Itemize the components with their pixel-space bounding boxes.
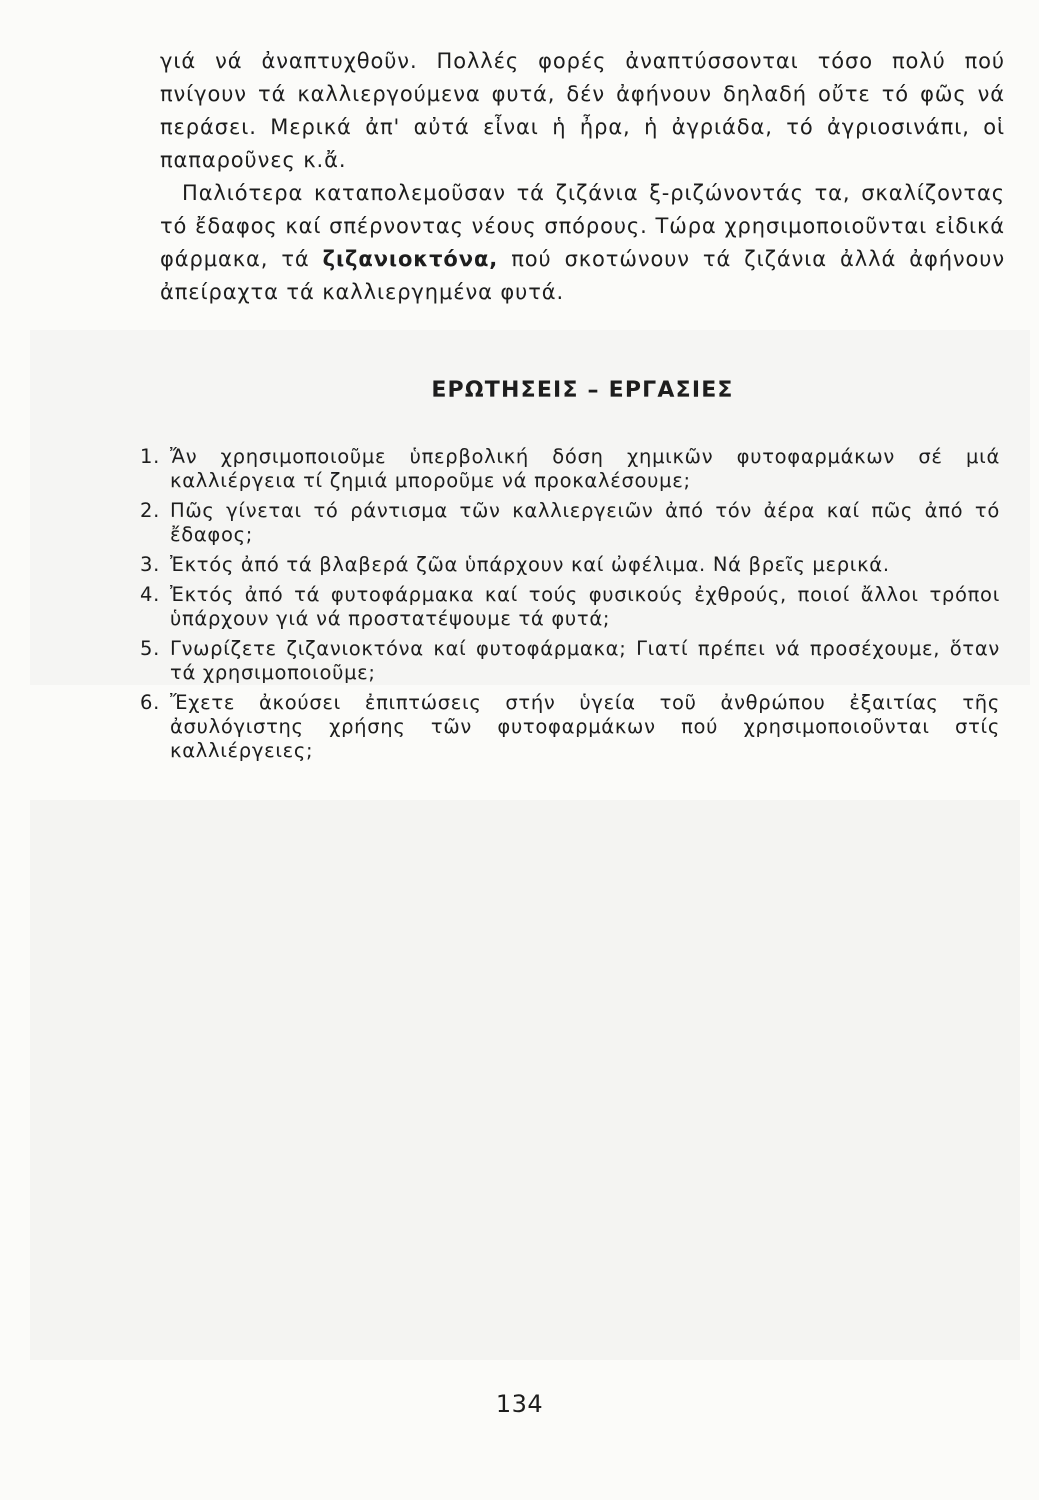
question-text: Ἐκτός ἀπό τά βλαβερά ζῶα ὑπάρχουν καί ὠφέλιμα. Νά βρεῖς μερικά.: [170, 553, 890, 576]
paragraph-2-bold-term: ζιζανιοκτόνα,: [322, 247, 499, 271]
bleed-through-area: [30, 800, 1020, 1360]
question-item: [140, 583, 1000, 631]
paragraph-2-start: Παλιότερα καταπολεμοῦσαν τά ζιζάνια ξ-ριζώνοντάς τα, σκαλίζοντας τό ἔδαφος καί σπέρνοντας νέους σπόρους. Τώρα χρησιμοποιοῦνται εἰδικά φάρμακα, τά: [160, 181, 1005, 271]
paragraph-2-end: πού σκοτώνουν τά ζιζάνια ἀλλά ἀφήνουν ἀπείραχτα τά καλλιεργημένα φυτά.: [160, 247, 1005, 304]
question-text: Ἐκτός ἀπό τά φυτοφάρμακα καί τούς φυσικούς ἐχθρούς, ποιοί ἄλλοι τρόποι ὑπάρχουν γιά νά προστατέψουμε τά φυτά;: [170, 583, 1000, 630]
page-number: 134: [495, 1390, 544, 1418]
question-number: 2.: [140, 499, 161, 522]
paragraph-2: [160, 177, 1005, 309]
question-number: 5.: [140, 637, 161, 660]
question-text: Πῶς γίνεται τό ράντισμα τῶν καλλιεργειῶν ἀπό τόν ἀέρα καί πῶς ἀπό τό ἔδαφος;: [170, 499, 1000, 546]
body-text: [160, 45, 1005, 309]
question-number: 3.: [140, 553, 161, 576]
question-item: [140, 499, 1000, 547]
question-number: 6.: [140, 691, 161, 714]
question-item: [140, 691, 1000, 763]
question-number: 4.: [140, 583, 161, 606]
paragraph-1: γιά νά ἀναπτυχθοῦν. Πολλές φορές ἀναπτύσσονται τόσο πολύ πού πνίγουν τά καλλιεργούμενα φυτά, δέν ἀφήνουν δηλαδή οὔτε τό φῶς νά περάσει. Μερικά ἀπ' αὐτά εἶναι ἡ ἦρα, ἡ ἀγριάδα, τό ἀγριοσινάπι, οἱ παπαροῦνες κ.ἄ.: [160, 49, 1005, 172]
question-text: Γνωρίζετε ζιζανιοκτόνα καί φυτοφάρμακα; Γιατί πρέπει νά προσέχουμε, ὅταν τά χρησιμοποιοῦμε;: [170, 637, 1000, 684]
question-text: Ἄν χρησιμοποιοῦμε ὑπερβολική δόση χημικῶν φυτοφαρμάκων σέ μιά καλλιέργεια τί ζημιά μποροῦμε νά προκαλέσουμε;: [170, 445, 1000, 492]
question-text: Ἔχετε ἀκούσει ἐπιπτώσεις στήν ὑγεία τοῦ ἀνθρώπου ἐξαιτίας τῆς ἀσυλόγιστης χρήσης τῶν φυτοφαρμάκων πού χρησιμοποιοῦνται στίς καλλιέργειες;: [170, 691, 1000, 762]
questions-list: [140, 445, 1000, 769]
question-item: [140, 553, 1000, 577]
question-item: [140, 445, 1000, 493]
question-number: 1.: [140, 445, 161, 468]
question-item: [140, 637, 1000, 685]
section-heading: ΕΡΩΤΗΣΕΙΣ – ΕΡΓΑΣΙΕΣ: [431, 378, 734, 403]
